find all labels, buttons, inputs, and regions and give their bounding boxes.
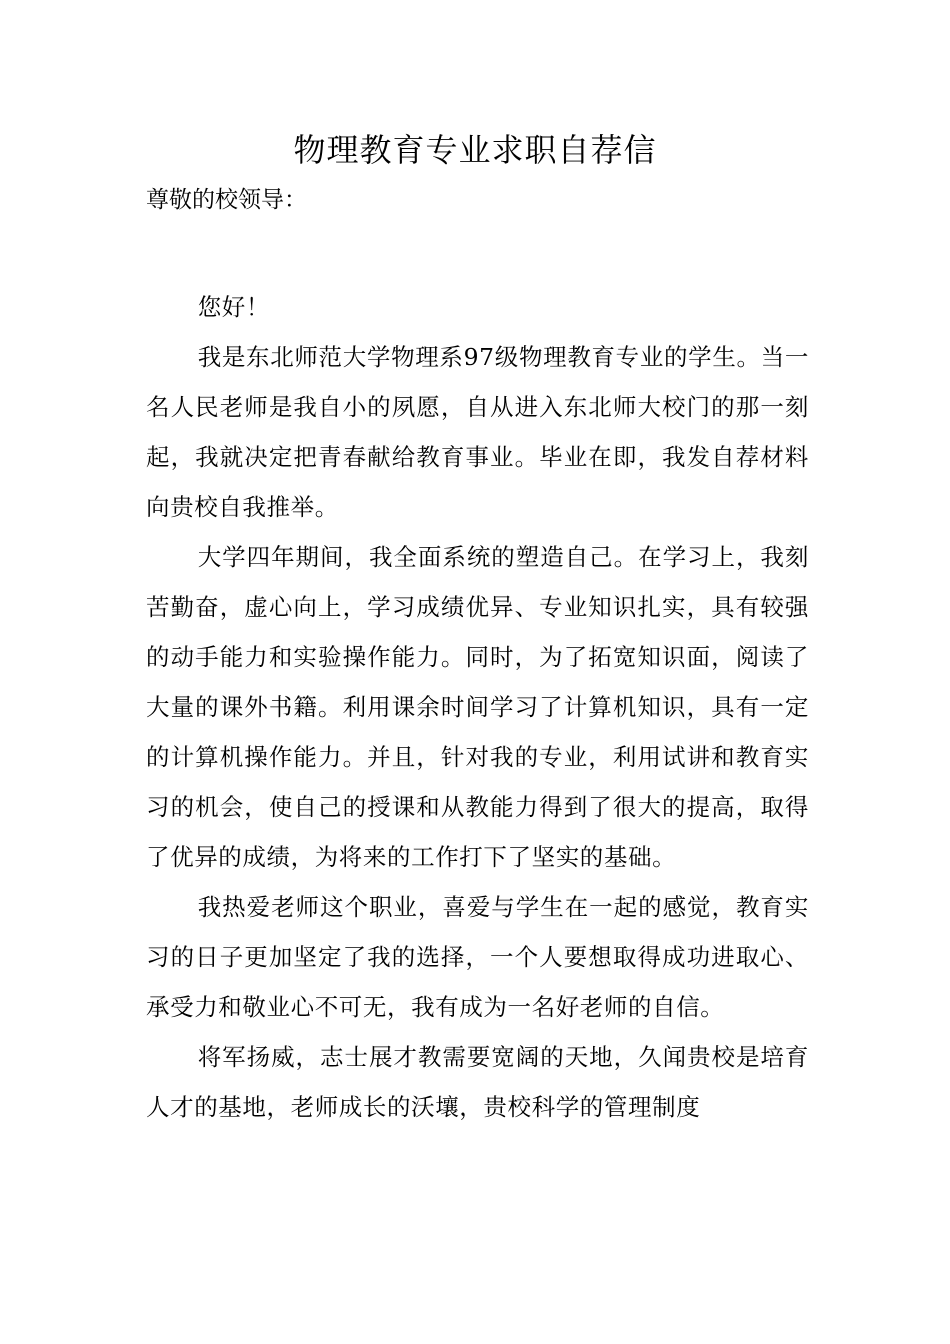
letter-body <box>146 282 809 1132</box>
document-title: 物理教育专业求职自荐信 <box>293 131 657 169</box>
paragraph-teaching-passion: 我热爱老师这个职业，喜爱与学生在一起的感觉，教育实习的日子更加坚定了我的选择，一个人要想取得成功进取心、承受力和敬业心不可无，我有成为一名好老师的自信。 <box>146 893 809 1021</box>
salutation: 尊敬的校领导： <box>146 187 307 213</box>
paragraph-greeting: 您好！ <box>197 293 270 321</box>
paragraph-university-study: 大学四年期间，我全面系统的塑造自己。在学习上，我刻苦勤奋，虚心向上，学习成绩优异、专业知识扎实，具有较强的动手能力和实验操作能力。同时，为了拓宽知识面，阅读了大量的课外书籍。利用课余时间学习了计算机知识，具有一定的计算机操作能力。并且，针对我的专业，利用试讲和教育实习的机会，使自己的授课和从教能力得到了很大的提高，取得了优异的成绩，为将来的工作打下了坚实的基础。 <box>146 543 809 871</box>
paragraph-introduction: 我是东北师范大学物理系97级物理教育专业的学生。当一名人民老师是我自小的夙愿，自从进入东北师大校门的那一刻起，我就决定把青春献给教育事业。毕业在即，我发自荐材料向贵校自我推举。 <box>146 343 809 521</box>
paragraph-school-praise: 将军扬威，志士展才教需要宽阔的天地，久闻贵校是培育人才的基地，老师成长的沃壤，贵校科学的管理制度 <box>146 1043 809 1121</box>
